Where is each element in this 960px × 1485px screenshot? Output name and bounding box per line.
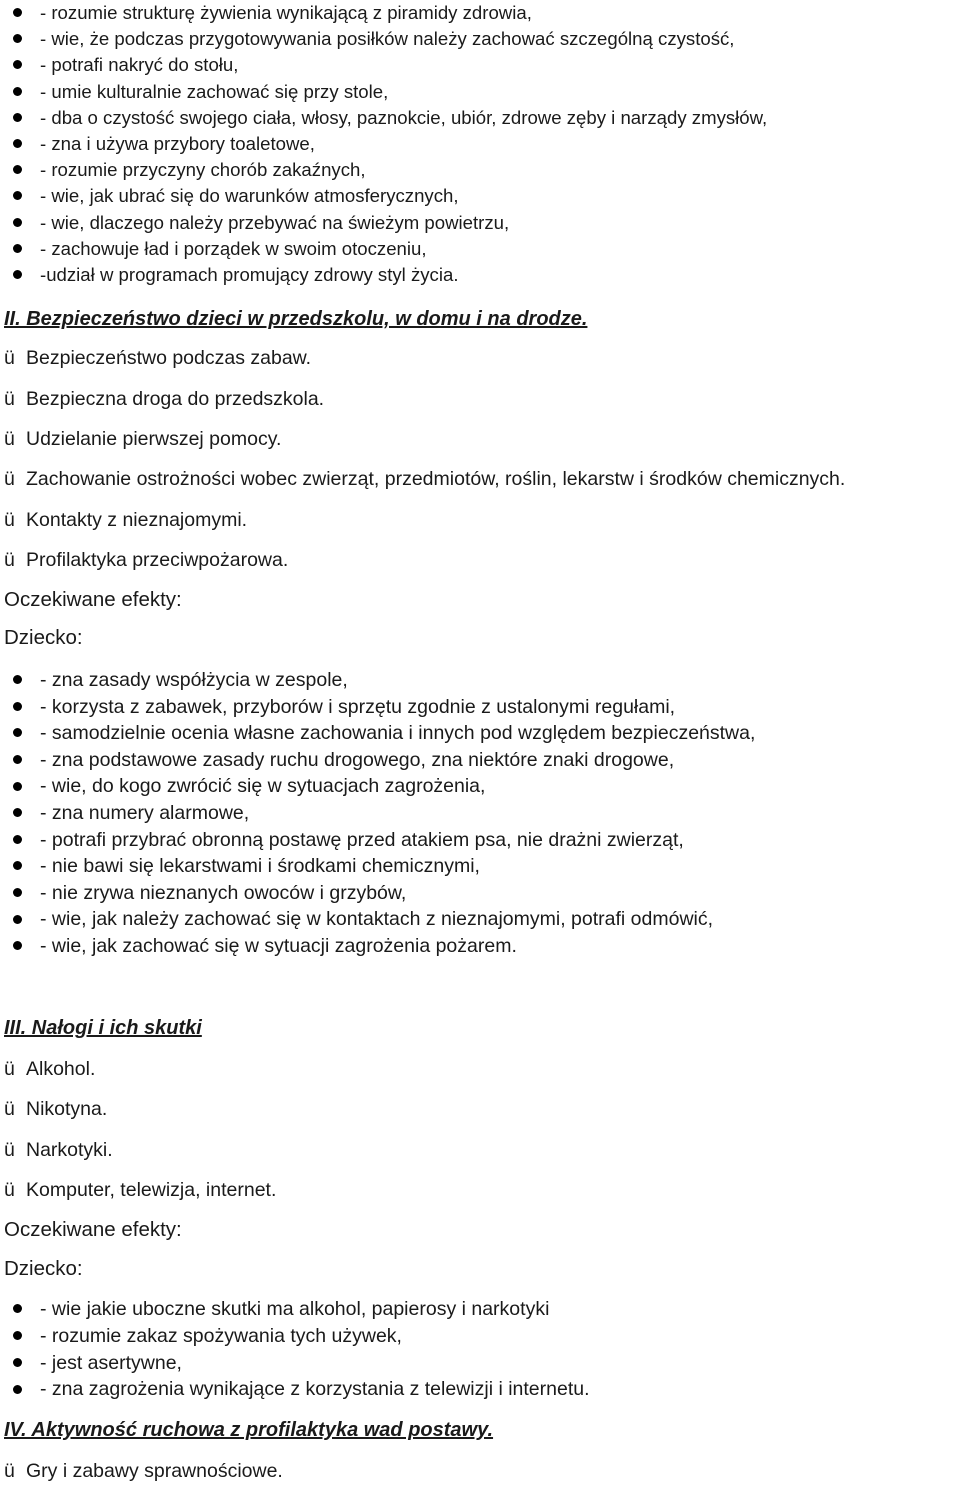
- checkmark-icon: ü: [4, 1139, 15, 1161]
- topic-label: Bezpieczeństwo podczas zabaw.: [26, 347, 312, 369]
- topic-item: [4, 1178, 276, 1202]
- section2-heading: II. Bezpieczeństwo dzieci w przedszkolu, w domu i na drodze.: [4, 308, 588, 330]
- topic-item: [4, 508, 247, 532]
- list-item: - rozumie przyczyny chorób zakaźnych,: [0, 157, 767, 183]
- checkmark-icon: ü: [4, 347, 15, 369]
- topic-label: Bezpieczna droga do przedszkola.: [26, 388, 325, 410]
- list-item: - wie, jak należy zachować się w kontaktach z nieznajomymi, potrafi odmówić,: [0, 906, 755, 933]
- checkmark-icon: ü: [4, 468, 15, 490]
- list-item: - rozumie zakaz spożywania tych używek,: [0, 1323, 590, 1350]
- list-item: - wie, do kogo zwrócić się w sytuacjach zagrożenia,: [0, 773, 755, 800]
- list-item: - wie jakie uboczne skutki ma alkohol, papierosy i narkotyki: [0, 1296, 590, 1323]
- topic-item: [4, 1138, 113, 1162]
- list-item: - samodzielnie ocenia własne zachowania i innych pod względem bezpieczeństwa,: [0, 720, 755, 747]
- checkmark-icon: ü: [4, 1460, 15, 1482]
- topic-item: [4, 387, 324, 411]
- checkmark-icon: ü: [4, 428, 15, 450]
- list-item: - korzysta z zabawek, przyborów i sprzętu zgodnie z ustalonymi regułami,: [0, 694, 755, 721]
- topic-item: [4, 427, 281, 451]
- list-item: - wie, jak ubrać się do warunków atmosferycznych,: [0, 183, 767, 209]
- checkmark-icon: ü: [4, 1058, 15, 1080]
- topic-label: Profilaktyka przeciwpożarowa.: [26, 549, 289, 571]
- list-item: - nie bawi się lekarstwami i środkami chemicznymi,: [0, 853, 755, 880]
- section1-effects-list: [0, 0, 767, 288]
- topic-label: Alkohol.: [26, 1058, 96, 1080]
- topic-label: Kontakty z nieznajomymi.: [26, 509, 248, 531]
- list-item: - wie, jak zachować się w sytuacji zagrożenia pożarem.: [0, 933, 755, 960]
- section4-heading: IV. Aktywność ruchowa z profilaktyka wad postawy.: [4, 1419, 494, 1441]
- topic-label: Narkotyki.: [26, 1139, 113, 1161]
- list-item: - wie, że podczas przygotowywania posiłków należy zachować szczególną czystość,: [0, 26, 767, 52]
- checkmark-icon: ü: [4, 1098, 15, 1120]
- topic-label: Gry i zabawy sprawnościowe.: [26, 1460, 283, 1482]
- list-item: - dba o czystość swojego ciała, włosy, paznokcie, ubiór, zdrowe zęby i narządy zmysłów,: [0, 105, 767, 131]
- effects-label: Oczekiwane efekty:: [4, 1218, 182, 1241]
- effects-label: Oczekiwane efekty:: [4, 588, 182, 611]
- topic-label: Zachowanie ostrożności wobec zwierząt, przedmiotów, roślin, lekarstw i środków chemicznych.: [26, 468, 846, 490]
- checkmark-icon: ü: [4, 388, 15, 410]
- topic-label: Udzielanie pierwszej pomocy.: [26, 428, 282, 450]
- section3-effects-list: [0, 1296, 590, 1403]
- list-item: - jest asertywne,: [0, 1350, 590, 1377]
- list-item: - wie, dlaczego należy przebywać na świeżym powietrzu,: [0, 210, 767, 236]
- child-label: Dziecko:: [4, 1257, 83, 1280]
- topic-item: [4, 467, 845, 491]
- list-item: - potrafi przybrać obronną postawę przed atakiem psa, nie drażni zwierząt,: [0, 827, 755, 854]
- checkmark-icon: ü: [4, 549, 15, 571]
- section2-effects-list: [0, 667, 755, 960]
- list-item: - nie zrywa nieznanych owoców i grzybów,: [0, 880, 755, 907]
- topic-item: [4, 548, 288, 572]
- topic-item: [4, 1097, 107, 1121]
- topic-item: [4, 346, 311, 370]
- checkmark-icon: ü: [4, 1179, 15, 1201]
- checkmark-icon: ü: [4, 509, 15, 531]
- list-item: - zna podstawowe zasady ruchu drogowego, zna niektóre znaki drogowe,: [0, 747, 755, 774]
- list-item: - zachowuje ład i porządek w swoim otoczeniu,: [0, 236, 767, 262]
- list-item: - potrafi nakryć do stołu,: [0, 52, 767, 78]
- list-item: - umie kulturalnie zachować się przy stole,: [0, 79, 767, 105]
- topic-label: Nikotyna.: [26, 1098, 108, 1120]
- topic-item: [4, 1057, 95, 1081]
- topic-item: [4, 1459, 283, 1483]
- list-item: - zna zasady współżycia w zespole,: [0, 667, 755, 694]
- list-item: - rozumie strukturę żywienia wynikającą z piramidy zdrowia,: [0, 0, 767, 26]
- list-item: -udział w programach promujący zdrowy styl życia.: [0, 262, 767, 288]
- list-item: - zna i używa przybory toaletowe,: [0, 131, 767, 157]
- list-item: - zna zagrożenia wynikające z korzystania z telewizji i internetu.: [0, 1376, 590, 1403]
- section3-heading: III. Nałogi i ich skutki: [4, 1017, 202, 1039]
- topic-label: Komputer, telewizja, internet.: [26, 1179, 277, 1201]
- list-item: - zna numery alarmowe,: [0, 800, 755, 827]
- child-label: Dziecko:: [4, 626, 83, 649]
